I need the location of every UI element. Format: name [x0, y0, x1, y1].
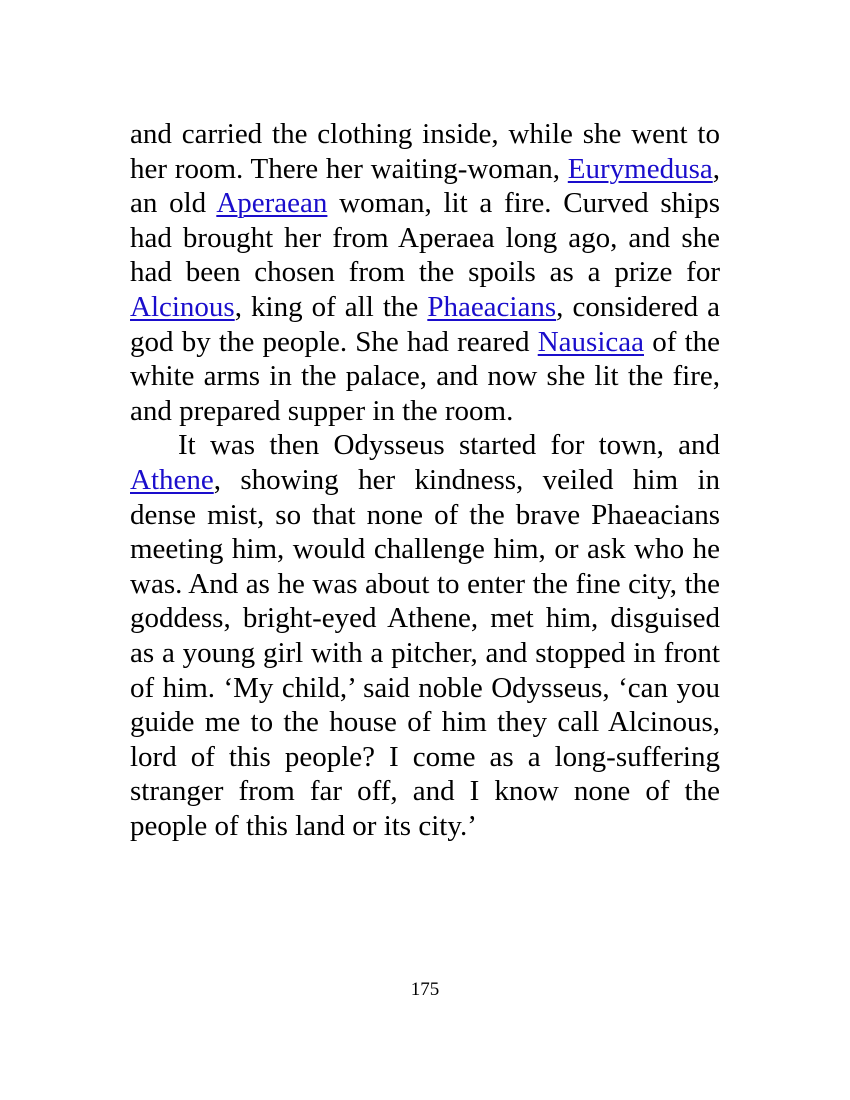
paragraph-2: [130, 428, 720, 843]
paragraph-1-text-2: , an old: [130, 152, 720, 220]
link-phaeacians[interactable]: Phaeacians: [427, 290, 557, 323]
paragraph-1-text-1: and carried the clothing inside, while she went to her room. There her waiting-woman,: [130, 118, 720, 185]
page-body: [130, 117, 720, 843]
paragraph-2-text-1: It was then Odysseus started for town, and: [178, 429, 720, 462]
paragraph-1-text-5: , considered a god by the people. She had reared: [130, 290, 720, 358]
link-athene[interactable]: Athene: [130, 463, 214, 496]
link-eurymedusa[interactable]: Eurymedusa: [567, 152, 713, 185]
link-aperaean[interactable]: Aperaean: [216, 187, 328, 220]
paragraph-1-text-4: , king of all the: [234, 290, 428, 323]
paragraph-2-text-2: , showing her kindness, veiled him in dense mist, so that none of the brave Phaeacians meeting him, would challenge him, or ask who he was. And as he was about to enter the fine city, the goddess, bright-eyed Athene, met him, disguised as a young girl with a pitcher, and stopped in front of him. ‘My child,’ said noble Odysseus, ‘can you guide me to the house of him they call Alcinous, lord of this people? I come as a long-suffering stranger from far off, and I know none of the people of this land or its city.’: [130, 463, 720, 842]
page-number: 175: [410, 979, 440, 1000]
link-nausicaa[interactable]: Nausicaa: [537, 325, 644, 358]
paragraph-1-text-6: of the white arms in the palace, and now she lit the fire, and prepared supper in the room.: [130, 325, 720, 427]
link-alcinous[interactable]: Alcinous: [130, 290, 235, 323]
paragraph-1-text-3: woman, lit a fire. Curved ships had brought her from Aperaea long ago, and she had been chosen from the spoils as a prize for: [130, 187, 720, 289]
paragraph-1: [130, 117, 720, 428]
